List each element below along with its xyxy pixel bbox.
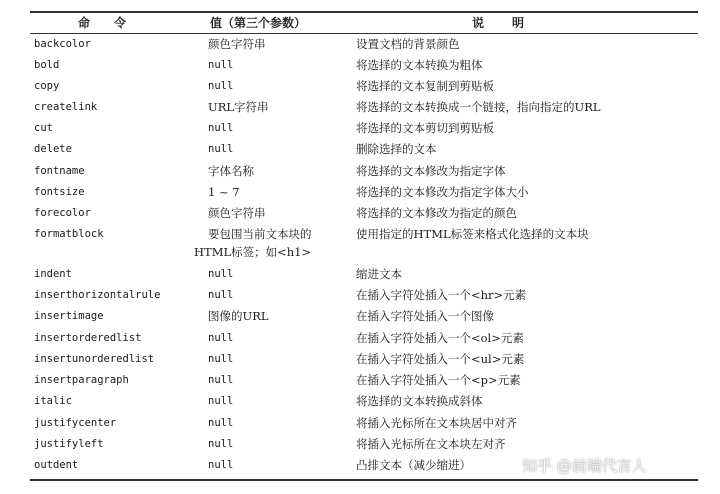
- command-cell: insertimage: [34, 310, 104, 322]
- value-cell: [208, 139, 233, 159]
- command-cell: cut: [34, 122, 53, 134]
- table-row: [0, 139, 720, 159]
- value-cell: [208, 328, 233, 348]
- description-cell: 将插入光标所在文本块居中对齐: [356, 416, 517, 430]
- description-cell: 将选择的文本转换成一个链接，指向指定的URL: [356, 100, 601, 114]
- command-cell: insertparagraph: [34, 374, 129, 386]
- command-cell: italic: [34, 395, 72, 407]
- value-line: null: [208, 143, 234, 155]
- command-cell: outdent: [34, 459, 79, 471]
- description-cell: 凸排文本（减少缩进）: [356, 458, 471, 472]
- value-line: null: [208, 395, 234, 407]
- command-cell: justifycenter: [34, 417, 117, 429]
- command-cell: createlink: [34, 101, 98, 113]
- value-line: null: [208, 268, 234, 280]
- table-row: [0, 182, 720, 202]
- table-bottom-rule: [30, 479, 698, 481]
- command-cell: formatblock: [34, 228, 104, 240]
- description-cell: 在插入字符处插入一个<ul>元素: [356, 352, 525, 366]
- description-cell: 将插入光标所在文本块左对齐: [356, 437, 506, 451]
- value-line: 颜色字符串: [208, 37, 266, 51]
- value-line: null: [208, 374, 234, 386]
- description-cell: 缩进文本: [356, 267, 402, 281]
- description-cell: 使用指定的HTML标签来格式化选择的文本块: [356, 227, 589, 241]
- description-cell: 将选择的文本修改为指定字体大小: [356, 185, 529, 199]
- value-line: 颜色字符串: [208, 206, 266, 220]
- header-command: 命令: [77, 16, 150, 30]
- description-cell: 在插入字符处插入一个<p>元素: [356, 373, 521, 387]
- value-line: null: [208, 332, 234, 344]
- value-line: 图像的URL: [208, 309, 269, 323]
- value-cell: [208, 434, 233, 454]
- value-cell: [208, 370, 233, 390]
- value-cell: [208, 55, 233, 75]
- value-cell: [208, 203, 266, 223]
- table-row: [0, 434, 720, 454]
- description-cell: 设置文档的背景颜色: [356, 37, 460, 51]
- description-cell: 将选择的文本复制到剪贴板: [356, 79, 494, 93]
- value-cell: [208, 264, 233, 284]
- table-row: [0, 203, 720, 223]
- command-cell: fontsize: [34, 186, 85, 198]
- table-row: [0, 264, 720, 284]
- value-cell: [208, 34, 266, 54]
- command-cell: fontname: [34, 165, 85, 177]
- command-cell: justifyleft: [34, 438, 104, 450]
- value-line: null: [208, 289, 234, 301]
- table-row: [0, 349, 720, 369]
- value-line: null: [208, 122, 234, 134]
- value-cell: [208, 118, 233, 138]
- description-cell: 将选择的文本转换为粗体: [356, 58, 483, 72]
- value-cell: [208, 182, 240, 202]
- value-line: 1 ~ 7: [208, 185, 240, 199]
- description-cell: 将选择的文本修改为指定字体: [356, 164, 506, 178]
- value-line: null: [208, 438, 234, 450]
- value-cell: [208, 306, 269, 326]
- command-cell: insertorderedlist: [34, 332, 142, 344]
- description-cell: 删除选择的文本: [356, 142, 437, 156]
- table-row: [0, 285, 720, 305]
- watermark: 知乎 @前端代言人: [522, 457, 647, 475]
- description-cell: 在插入字符处插入一个<hr>元素: [356, 288, 527, 302]
- table-row: [0, 55, 720, 75]
- value-line: URL字符串: [208, 100, 269, 114]
- command-cell: indent: [34, 268, 72, 280]
- header-value: 值（第三个参数）: [210, 16, 307, 30]
- table-row: [0, 76, 720, 96]
- description-cell: 在插入字符处插入一个图像: [356, 309, 494, 323]
- value-line: 字体名称: [208, 164, 254, 178]
- value-cell: [208, 455, 233, 475]
- value-cell: [208, 161, 254, 181]
- value-line-2: HTML标签；如<h1>: [194, 245, 312, 259]
- description-cell: 在插入字符处插入一个<ol>元素: [356, 331, 524, 345]
- table-row: [0, 224, 720, 259]
- value-cell: [208, 97, 269, 117]
- table-row: [0, 161, 720, 181]
- table-row: [0, 97, 720, 117]
- command-cell: backcolor: [34, 38, 91, 50]
- command-cell: copy: [34, 80, 60, 92]
- table-row: [0, 34, 720, 54]
- value-cell: [208, 413, 233, 433]
- table-row: [0, 413, 720, 433]
- command-cell: forecolor: [34, 207, 91, 219]
- command-cell: insertunorderedlist: [34, 353, 155, 365]
- table-row: [0, 306, 720, 326]
- command-cell: delete: [34, 143, 72, 155]
- value-line: null: [208, 80, 234, 92]
- value-line: null: [208, 417, 234, 429]
- description-cell: 将选择的文本修改为指定的颜色: [356, 206, 517, 220]
- command-cell: inserthorizontalrule: [34, 289, 161, 301]
- description-cell: 将选择的文本转换成斜体: [356, 394, 483, 408]
- table-row: [0, 391, 720, 411]
- value-cell: [208, 285, 233, 305]
- table-row: [0, 328, 720, 348]
- table-row: [0, 370, 720, 390]
- value-line: 要包围当前文本块的: [208, 227, 312, 241]
- description-cell: 将选择的文本剪切到剪贴板: [356, 121, 494, 135]
- header-description: 说明: [472, 16, 553, 30]
- value-cell: [208, 76, 233, 96]
- value-line: null: [208, 459, 234, 471]
- value-cell: [208, 391, 233, 411]
- value-cell: [208, 349, 233, 369]
- value-line: null: [208, 353, 234, 365]
- table-top-rule: [30, 11, 698, 13]
- command-cell: bold: [34, 59, 60, 71]
- table-row: [0, 118, 720, 138]
- value-cell: [194, 224, 312, 259]
- value-line: null: [208, 59, 234, 71]
